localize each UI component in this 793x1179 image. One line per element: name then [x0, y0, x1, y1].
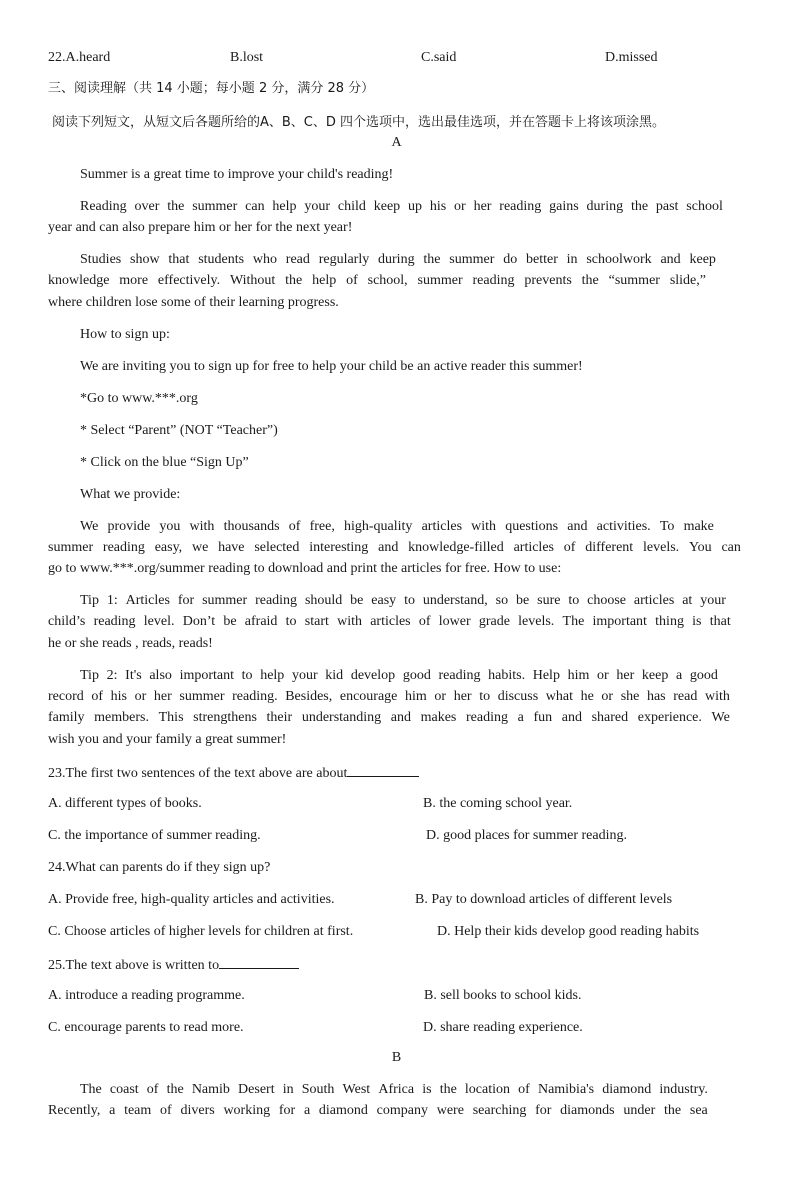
word: Without	[229, 273, 276, 288]
word: discuss	[497, 689, 539, 704]
word: This	[158, 710, 184, 725]
word: reading	[466, 710, 508, 725]
word: summer	[48, 540, 94, 555]
word: Tip	[80, 593, 99, 608]
word: habits.	[488, 668, 526, 683]
word: more	[119, 273, 149, 288]
word: South	[301, 1082, 335, 1097]
word: Besides,	[285, 689, 333, 704]
word: We	[80, 519, 99, 534]
word: at	[682, 593, 693, 608]
word: afraid	[244, 614, 278, 629]
word: that	[709, 614, 731, 629]
word: of	[563, 540, 576, 555]
passage-a-p2-line1	[80, 198, 723, 216]
passage-a-label: A	[391, 135, 402, 150]
word: read	[285, 252, 310, 267]
word: of	[91, 689, 104, 704]
word: her	[453, 689, 472, 704]
word: of	[518, 1082, 530, 1097]
word: is	[422, 1082, 432, 1097]
word: or	[601, 689, 614, 704]
word: and	[567, 519, 588, 534]
word: level.	[143, 614, 175, 629]
word: or	[597, 668, 609, 683]
word: to	[479, 689, 491, 704]
word: the	[581, 273, 599, 288]
q24-option-d: D. Help their kids develop good reading habits	[437, 924, 700, 939]
word: easy	[371, 593, 397, 608]
word: the	[630, 199, 649, 214]
word: with	[471, 519, 497, 534]
word: for	[177, 593, 195, 608]
word: diamonds	[560, 1103, 615, 1118]
word: were	[436, 1103, 464, 1118]
word: reading	[93, 614, 136, 629]
word: show	[130, 252, 160, 267]
word: also	[149, 668, 172, 683]
word: articles	[370, 614, 411, 629]
word: his	[110, 689, 127, 704]
word: The	[80, 1082, 102, 1097]
word: a	[517, 710, 524, 725]
word: and	[390, 710, 411, 725]
word: understanding	[301, 710, 382, 725]
word: develop	[350, 668, 396, 683]
word: help	[272, 199, 297, 214]
word: up	[408, 199, 423, 214]
word: important	[179, 668, 234, 683]
word: 2:	[106, 668, 118, 683]
word: We	[711, 710, 730, 725]
signup-step-3: * Click on the blue “Sign Up”	[80, 455, 249, 470]
word: during	[586, 199, 624, 214]
word: with	[337, 614, 362, 629]
word: encourage	[339, 689, 398, 704]
word: of	[146, 1082, 159, 1097]
provide-line2	[48, 539, 741, 557]
word: high-quality	[344, 519, 413, 534]
word: easy,	[154, 540, 183, 555]
word: Studies	[80, 252, 122, 267]
q22-option-c: C.said	[421, 50, 457, 65]
word: choose	[587, 593, 627, 608]
word: so	[495, 593, 509, 608]
word: a	[109, 1103, 116, 1118]
word: has	[646, 689, 666, 704]
word: your	[700, 593, 726, 608]
word: in	[282, 1082, 294, 1097]
word: team	[124, 1103, 152, 1118]
word: Reading	[80, 199, 127, 214]
passage-a-p1: Summer is a great time to improve your child's reading!	[80, 167, 394, 182]
word: fun	[533, 710, 553, 725]
word: to	[404, 593, 415, 608]
tip1-line2	[48, 613, 731, 631]
word: do	[503, 252, 518, 267]
word: their	[266, 710, 293, 725]
answer-blank	[219, 955, 299, 969]
word: help	[312, 273, 337, 288]
word: keep	[689, 252, 716, 267]
word: knowledge-filled	[408, 540, 504, 555]
word: thing	[655, 614, 684, 629]
tip1-line3: he or she reads , reads, reads!	[48, 636, 213, 651]
tip2-line2	[48, 688, 730, 706]
word: questions	[505, 519, 559, 534]
word: divers	[180, 1103, 215, 1118]
word: him	[567, 668, 590, 683]
word: to	[285, 614, 297, 629]
word: him	[405, 689, 427, 704]
word: child	[337, 199, 366, 214]
word: summer	[179, 689, 225, 704]
word: can	[245, 199, 265, 214]
word: articles	[633, 593, 675, 608]
word: is	[692, 614, 702, 629]
word: searching	[472, 1103, 527, 1118]
q24-stem: 24.What can parents do if they sign up?	[48, 860, 271, 875]
word: members.	[94, 710, 149, 725]
word: be	[350, 593, 364, 608]
word: child’s	[48, 614, 86, 629]
word: of	[346, 273, 358, 288]
word: you	[159, 519, 181, 534]
word: your	[291, 668, 318, 683]
word: company	[376, 1103, 428, 1118]
word: Tip	[80, 668, 99, 683]
word: levels.	[518, 614, 555, 629]
word: shared	[591, 710, 629, 725]
word: effectively.	[157, 273, 221, 288]
word: better	[525, 252, 558, 267]
word: she	[620, 689, 640, 704]
word: he	[580, 689, 594, 704]
word: 1:	[106, 593, 118, 608]
word: regularly	[318, 252, 370, 267]
q25-option-a: A. introduce a reading programme.	[48, 988, 245, 1003]
passage-a-p3-line2	[48, 272, 706, 290]
word: summer	[192, 199, 238, 214]
word: “summer	[608, 273, 660, 288]
word: and	[561, 710, 582, 725]
tip2-line1	[80, 667, 718, 685]
word: family	[48, 710, 85, 725]
word: Africa	[378, 1082, 415, 1097]
tip1-line1	[80, 592, 726, 610]
passage-a-p3-line1	[80, 251, 716, 269]
word: Namibia's	[537, 1082, 595, 1097]
word: sure	[537, 593, 561, 608]
word: It's	[125, 668, 142, 683]
passage-a-p2-line2: year and can also prepare him or her for the next year!	[48, 220, 353, 235]
word: read	[673, 689, 698, 704]
q22-option-b: B.lost	[230, 50, 264, 65]
word: You	[688, 540, 712, 555]
word: and	[378, 540, 399, 555]
q25-option-c: C. encourage parents to read more.	[48, 1020, 244, 1035]
word: reading	[102, 540, 145, 555]
word: Namib	[191, 1082, 230, 1097]
word: we	[191, 540, 209, 555]
word: slide,”	[669, 273, 706, 288]
word: to	[568, 593, 580, 608]
word: help	[260, 668, 285, 683]
q23-stem: 23.The first two sentences of the text above are about	[48, 763, 419, 783]
word: summer	[449, 252, 495, 267]
tip2-line4: wish you and your family a great summer!	[48, 732, 287, 747]
word: her	[473, 199, 492, 214]
word: in	[566, 252, 578, 267]
q23-option-b: B. the coming school year.	[423, 796, 573, 811]
q25-stem: 25.The text above is written to	[48, 955, 299, 975]
word: summer	[202, 593, 248, 608]
word: that	[168, 252, 190, 267]
word: Don’t	[182, 614, 216, 629]
passage-b-label: B	[391, 1050, 402, 1065]
word: the	[285, 273, 303, 288]
tip2-line3	[48, 709, 730, 727]
word: of	[160, 1103, 172, 1118]
word: articles	[513, 540, 554, 555]
word: summer	[417, 273, 463, 288]
q23-option-c: C. the importance of summer reading.	[48, 828, 261, 843]
word: be	[223, 614, 237, 629]
word: Articles	[125, 593, 170, 608]
word: knowledge	[48, 273, 110, 288]
word: his	[429, 199, 447, 214]
word: under	[623, 1103, 656, 1118]
word: articles	[421, 519, 463, 534]
word: activities.	[596, 519, 651, 534]
word: grade	[478, 614, 510, 629]
q25-option-d: D. share reading experience.	[423, 1020, 583, 1035]
word: of	[288, 519, 301, 534]
word: the	[439, 1082, 457, 1097]
word: should	[304, 593, 343, 608]
word: can	[721, 540, 741, 555]
word: and	[660, 252, 681, 267]
word: West	[342, 1082, 371, 1097]
word: the	[166, 1082, 184, 1097]
word: Help	[532, 668, 560, 683]
signup-step-2: * Select “Parent” (NOT “Teacher”)	[80, 423, 278, 438]
word: reading	[438, 668, 481, 683]
word: reading	[499, 199, 542, 214]
word: kid	[325, 668, 344, 683]
word: your	[304, 199, 331, 214]
word: The	[562, 614, 585, 629]
word: or	[454, 199, 466, 214]
word: lower	[438, 614, 471, 629]
word: the	[167, 199, 185, 214]
word: her	[616, 668, 635, 683]
word: Recently,	[48, 1103, 101, 1118]
word: the	[423, 252, 441, 267]
word: students	[198, 252, 245, 267]
word: coast	[109, 1082, 139, 1097]
word: location	[464, 1082, 511, 1097]
answer-blank	[347, 763, 419, 777]
word: record	[48, 689, 84, 704]
word: for	[278, 1103, 296, 1118]
passage-b-line1	[80, 1081, 708, 1099]
word: diamond	[602, 1082, 652, 1097]
passage-b-line2	[48, 1102, 708, 1120]
word: for	[535, 1103, 552, 1118]
word: diamond	[318, 1103, 368, 1118]
word: her	[153, 689, 172, 704]
word: levels.	[643, 540, 680, 555]
word: with	[704, 689, 730, 704]
word: important	[592, 614, 647, 629]
word: or	[434, 689, 447, 704]
word: makes	[420, 710, 457, 725]
word: experience.	[637, 710, 702, 725]
q23-option-a: A. different types of books.	[48, 796, 202, 811]
word: thousands	[223, 519, 280, 534]
word: who	[252, 252, 277, 267]
word: with	[189, 519, 215, 534]
word: of	[418, 614, 431, 629]
word: a	[676, 668, 683, 683]
word: sea	[689, 1103, 708, 1118]
word: working	[223, 1103, 271, 1118]
word: selected	[254, 540, 300, 555]
word: keep	[641, 668, 669, 683]
signup-heading: How to sign up:	[80, 327, 170, 342]
passage-a-p3-line3: where children lose some of their learning progress.	[48, 295, 339, 310]
word: To	[659, 519, 675, 534]
word: a	[303, 1103, 311, 1118]
instruction: 阅读下列短文，从短文后各题所给的A、B、C、D 四个选项中，选出最佳选项，并在答题卡上将该项涂黑。	[52, 115, 666, 130]
word: school	[686, 199, 723, 214]
word: what	[545, 689, 573, 704]
word: free,	[309, 519, 335, 534]
word: Desert	[238, 1082, 275, 1097]
word: the	[664, 1103, 682, 1118]
word: understand,	[422, 593, 488, 608]
word: schoolwork	[586, 252, 652, 267]
word: during	[378, 252, 415, 267]
word: start	[304, 614, 329, 629]
word: to	[241, 668, 253, 683]
word: interesting	[309, 540, 369, 555]
word: gains	[549, 199, 579, 214]
provide-line1	[80, 518, 714, 536]
word: make	[683, 519, 714, 534]
word: school,	[367, 273, 408, 288]
q24-option-c: C. Choose articles of higher levels for children at first.	[48, 924, 354, 939]
word: past	[655, 199, 679, 214]
word: over	[134, 199, 160, 214]
provide-line3: go to www.***.org/summer reading to download and print the articles for free. How to use:	[48, 561, 562, 576]
word: good	[402, 668, 431, 683]
q24-option-a: A. Provide free, high-quality articles and activities.	[48, 892, 335, 907]
signup-step-1: *Go to www.***.org	[80, 391, 198, 406]
word: different	[585, 540, 634, 555]
q25-option-b: B. sell books to school kids.	[424, 988, 582, 1003]
word: prevents	[524, 273, 572, 288]
word: strengthens	[193, 710, 257, 725]
word: have	[218, 540, 245, 555]
word: keep	[373, 199, 401, 214]
section-header: 三、阅读理解（共 14 小题；每小题 2 分，满分 28 分）	[48, 81, 375, 96]
word: reading	[472, 273, 515, 288]
q24-option-b: B. Pay to download articles of different levels	[415, 892, 673, 907]
q22-option-a: 22.A.heard	[48, 50, 111, 65]
word: be	[516, 593, 530, 608]
q22-option-d: D.missed	[605, 50, 658, 65]
word: industry.	[659, 1082, 708, 1097]
word: or	[134, 689, 147, 704]
q23-option-d: D. good places for summer reading.	[426, 828, 627, 843]
signup-text: We are inviting you to sign up for free to help your child be an active reader this summer!	[80, 359, 583, 374]
word: provide	[107, 519, 151, 534]
word: good	[689, 668, 718, 683]
provide-heading: What we provide:	[80, 487, 181, 502]
word: reading	[255, 593, 298, 608]
word: reading.	[232, 689, 278, 704]
